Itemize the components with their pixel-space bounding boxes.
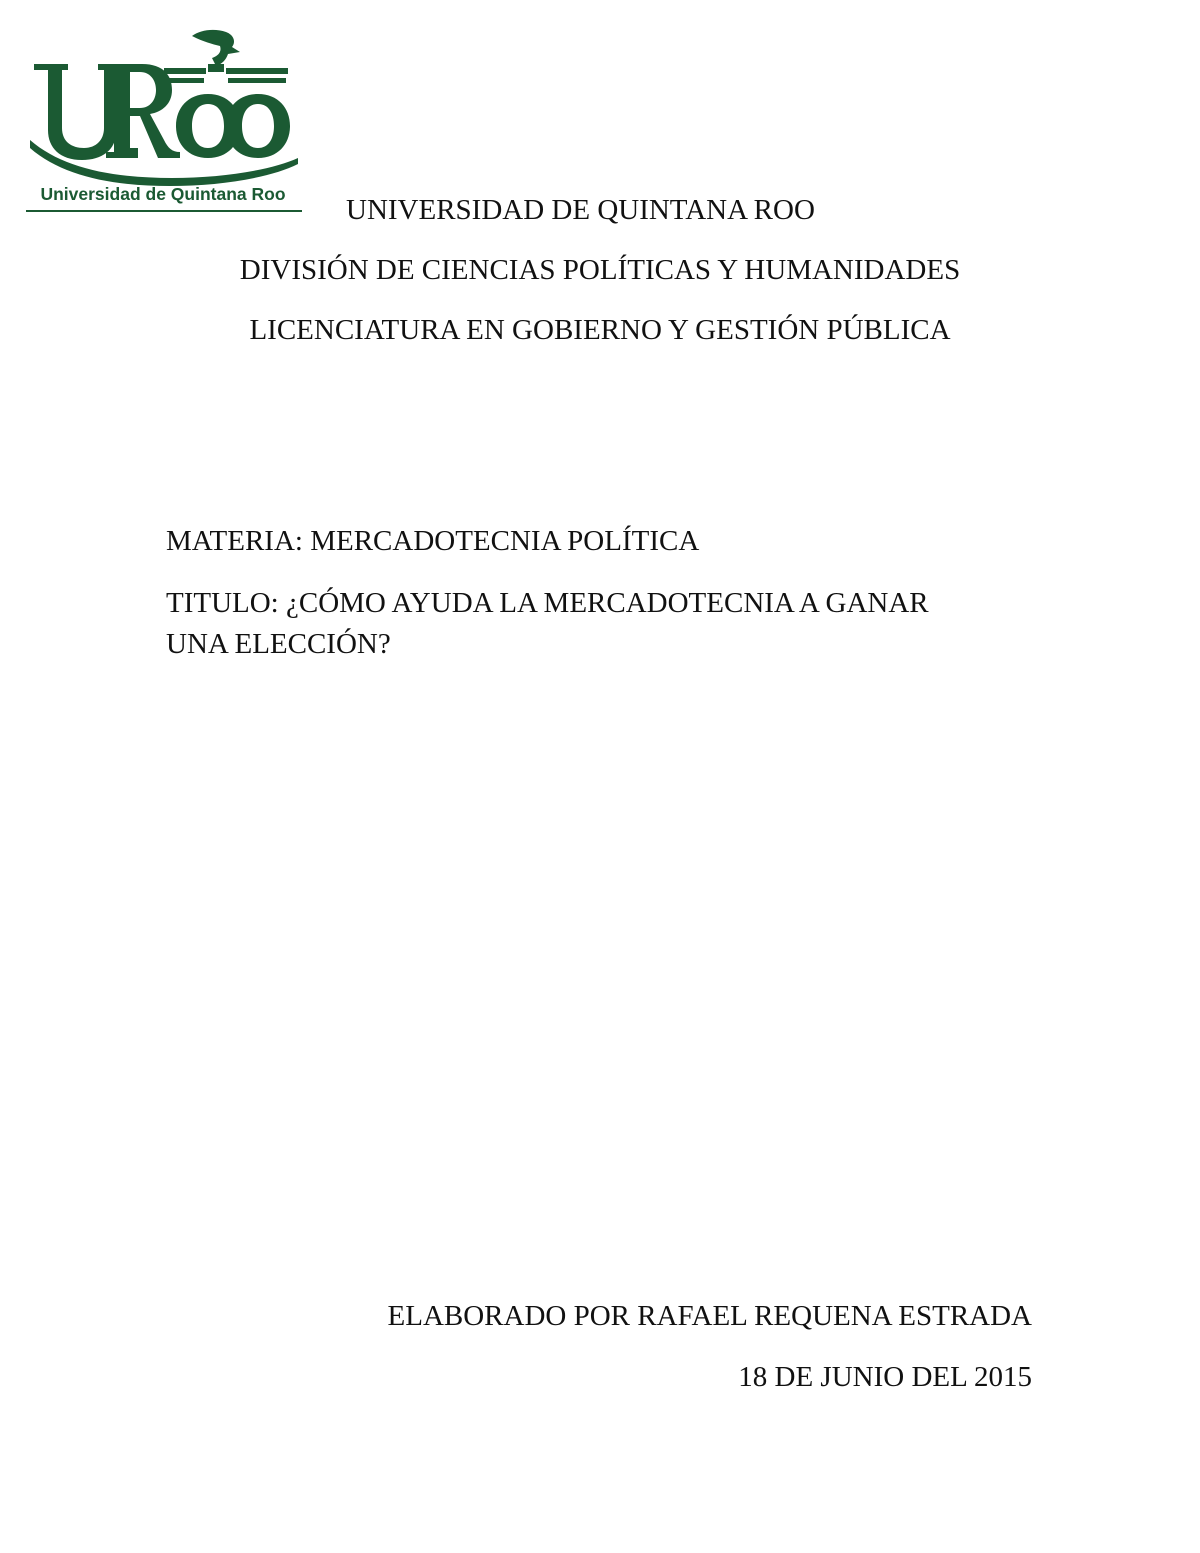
title-line-2: UNA ELECCIÓN? (166, 628, 391, 660)
logo-caption: Universidad de Quintana Roo (40, 184, 286, 204)
title-line-1: TITULO: ¿CÓMO AYUDA LA MERCADOTECNIA A GANAR (166, 587, 929, 619)
university-logo (22, 28, 304, 214)
degree-name: LICENCIATURA EN GOBIERNO Y GESTIÓN PÚBLICA (249, 314, 951, 346)
logo-underline (26, 210, 302, 212)
division-name: DIVISIÓN DE CIENCIAS POLÍTICAS Y HUMANIDADES (239, 254, 961, 286)
author-line: ELABORADO POR RAFAEL REQUENA ESTRADA (387, 1300, 1032, 1332)
date-line: 18 DE JUNIO DEL 2015 (738, 1361, 1032, 1393)
subject-line: MATERIA: MERCADOTECNIA POLÍTICA (166, 525, 700, 557)
uqroo-emblem-icon (22, 28, 304, 188)
university-name: UNIVERSIDAD DE QUINTANA ROO (346, 194, 815, 226)
